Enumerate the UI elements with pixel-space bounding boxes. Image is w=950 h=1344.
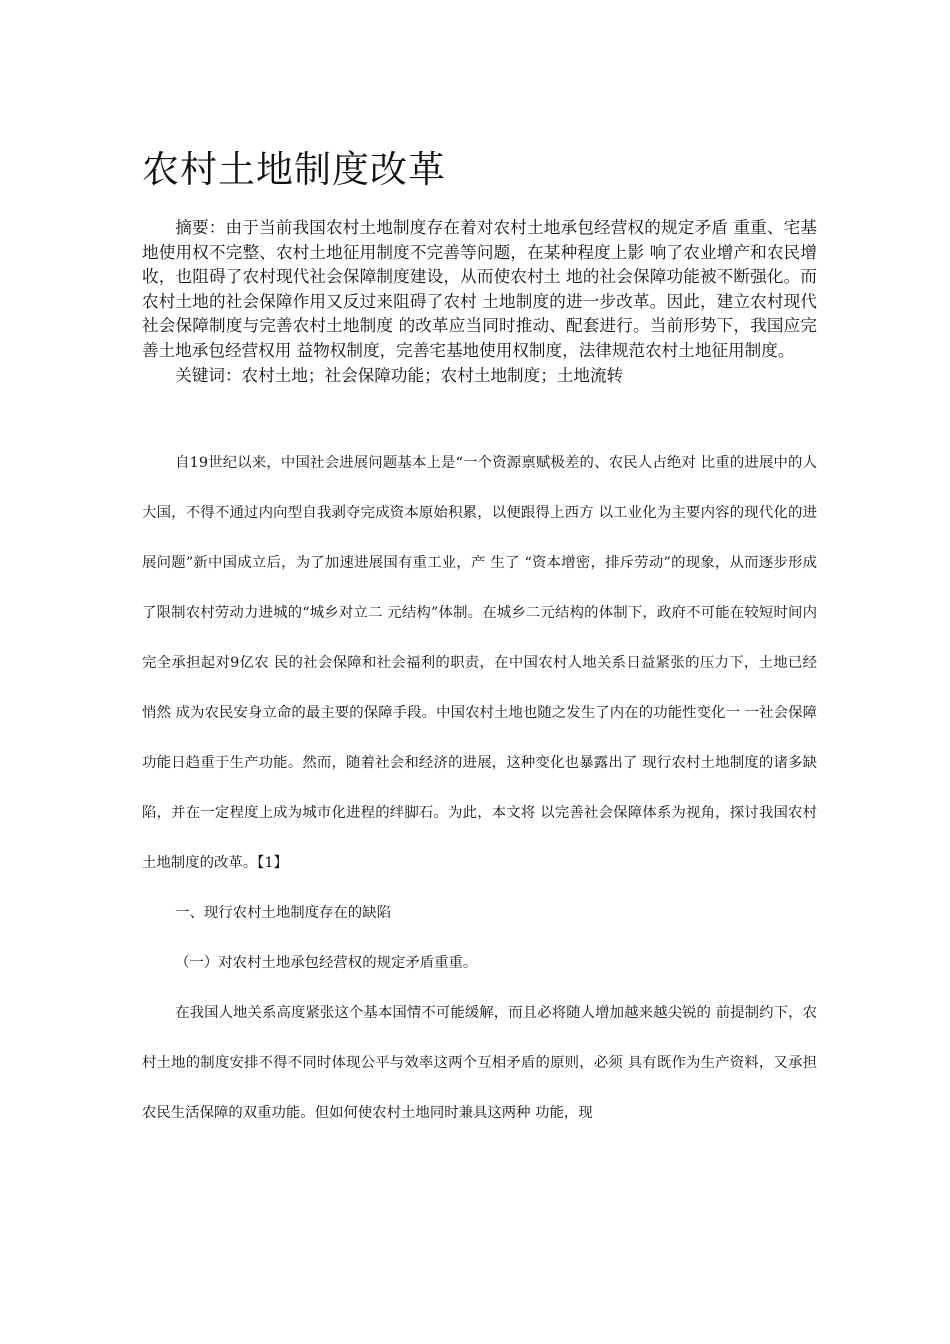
- document-title: 农村土地制度改革: [142, 148, 446, 191]
- section-heading: 一、现行农村土地制度存在的缺陷: [175, 905, 391, 921]
- abstract-block: [142, 216, 817, 388]
- intro-paragraph: 自19世纪以来，中国社会进展问题基本上是“一个资源禀赋极差的、农民人占绝对 比重的进展中的人大国，不得不通过内向型自我剥夺完成资本原始积累，以便跟得上西方 以工业化为主要内容的现代化的进展问题”新中国成立后，为了加速进展国有重工业，产 生了 “资本增密，排斥劳动”的现象，从而逐步形成了限制农村劳动力进城的“城乡对立二 元结构”体制。在城乡二元结构的体制下，政府不可能在较短时间内完全承担起对9亿农 民的社会保障和社会福利的职责，在中国农村人地关系日益紧张的压力下，土地已经悄然 成为农民安身立命的最主要的保障手段。中国农村土地也随之发生了内在的功能性变化一 一社会保障功能日趋重于生产功能。然而，随着社会和经济的进展，这种变化也暴露出了 现行农村土地制度的诸多缺陷，并在一定程度上成为城市化进程的绊脚石。为此，本文将 以完善社会保障体系为视角，探讨我国农村土地制度的改革。【1】: [142, 455, 817, 871]
- keywords-line: 关键词：农村土地；社会保障功能；农村土地制度；土地流转: [175, 365, 624, 385]
- subsection-heading: （一）对农村土地承包经营权的规定矛盾重重。: [175, 955, 478, 971]
- abstract-paragraph: 摘要：由于当前我国农村土地制度存在着对农村土地承包经营权的规定矛盾 重重、宅基地使用权不完整、农村土地征用制度不完善等问题，在某种程度上影 响了农业增产和农民增收，也阻碍了农村现代社会保障制度建设，从而使农村土 地的社会保障功能被不断强化。而农村土地的社会保障作用又反过来阻碍了农村 土地制度的进一步改革。因此，建立农村现代社会保障制度与完善农村土地制度 的改革应当同时推动、配套进行。当前形势下，我国应完善土地承包经营权用 益物权制度，完善宅基地使用权制度，法律规范农村土地征用制度。: [142, 218, 817, 360]
- body-text: [142, 438, 817, 1138]
- section-paragraph: 在我国人地关系高度紧张这个基本国情不可能缓解，而且必将随人增加越来越尖锐的 前提制约下，农村土地的制度安排不得不同时体现公平与效率这两个互相矛盾的原则，必须 具有既作为生产资料，又承担农民生活保障的双重功能。但如何使农村土地同时兼具这两种 功能，现: [142, 1005, 817, 1121]
